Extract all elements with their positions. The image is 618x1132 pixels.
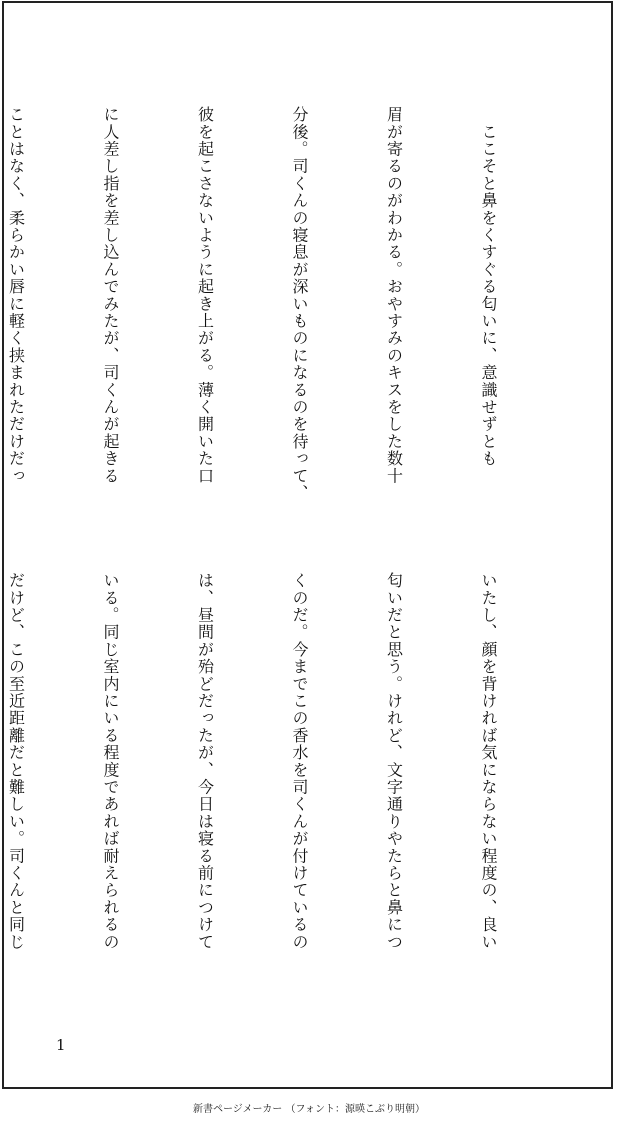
text-line: いたし、顔を背ければ気にならない程度の、良い: [479, 572, 498, 951]
footer-caption: 新書ページメーカー （フォント：源暎こぶり明朝）: [193, 1104, 425, 1115]
page-number: 1: [56, 1036, 66, 1054]
text-line: ことはなく、柔らかい唇に軽く挟まれただけだっ: [6, 106, 26, 485]
text-line: いる。同じ室内にいる程度であれば耐えられるの: [101, 572, 120, 951]
text-line: は、昼間が殆どだったが、今日は寝る前につけて: [195, 572, 215, 951]
text-line: 彼を起こさないように起き上がる。薄く開いた口: [195, 106, 215, 485]
text-line: くのだ。今までこの香水を司くんが付けているの: [290, 572, 309, 951]
body-text-bottom: [0, 572, 567, 1012]
text-line: 匂いだと思う。けれど、文字通りやたらと鼻につ: [384, 572, 404, 951]
text-line: に人差し指を差し込んでみたが、司くんが起きる: [101, 106, 120, 485]
text-line: ここそと鼻をくすぐる匂いに、意識せずとも: [479, 106, 498, 468]
text-line: だけど、この至近距離だと難しい。司くんと同じ: [6, 572, 26, 951]
text-line: 眉が寄るのがわかる。おやすみのキスをした数十: [384, 106, 404, 485]
text-line: 分後。司くんの寝息が深いものになるのを待って、: [290, 106, 309, 502]
body-text-top: [0, 106, 567, 516]
